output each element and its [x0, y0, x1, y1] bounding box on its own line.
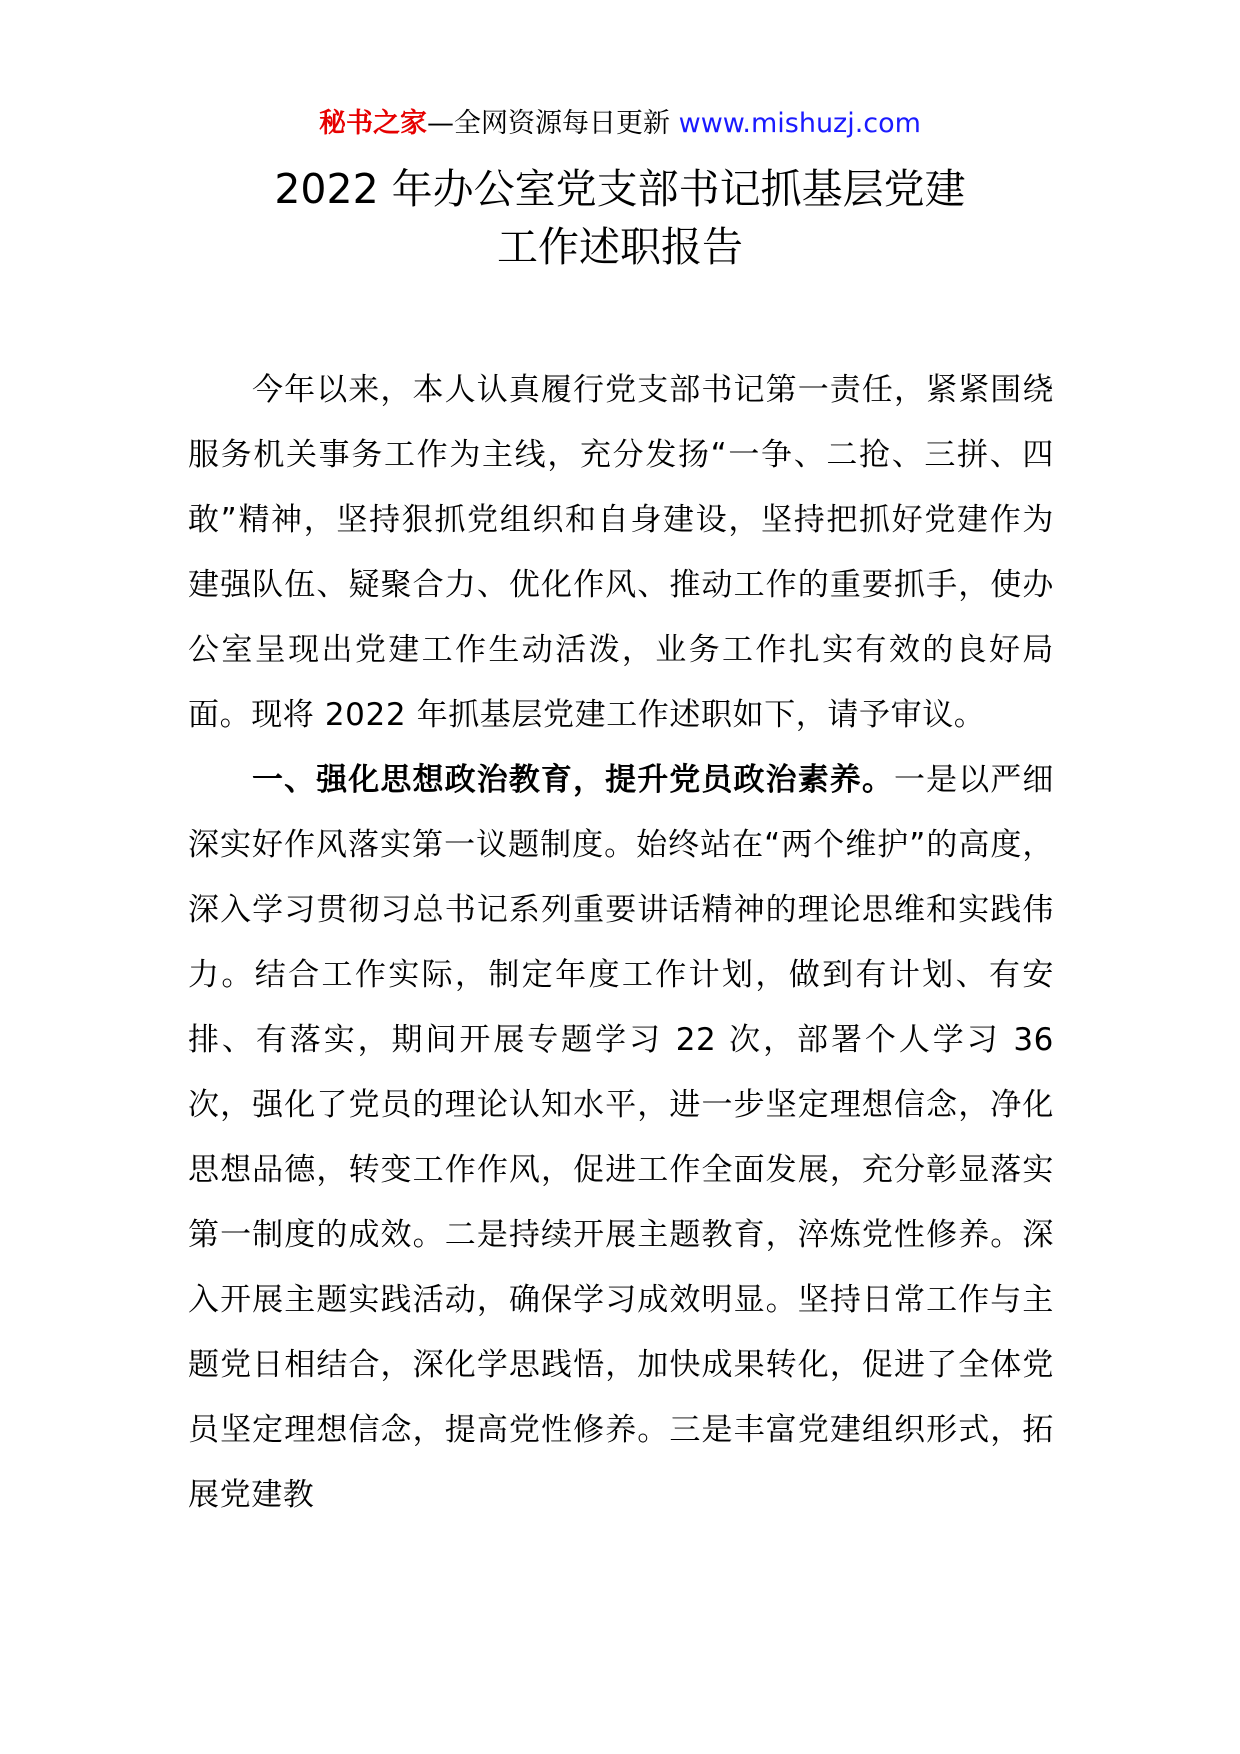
brand-name: 秘书之家 — [319, 108, 428, 139]
document-body — [188, 358, 1054, 1528]
site-url-link[interactable]: www.mishuzj.com — [678, 108, 921, 139]
section-1-body: 一是以严细深实好作风落实第一议题制度。始终站在“两个维护”的高度，深入学习贯彻习总书记系列重要讲话精神的理论思维和实践伟力。结合工作实际，制定年度工作计划，做到有计划、有安排、有落实，期间开展专题学习 22 次，部署个人学习 36 次，强化了党员的理论认知水平，进一步坚定理想信念，净化思想品德，转变工作作风，促进工作全面发展，充分彰显落实第一制度的成效。二是持续开展主题教育，淬炼党性修养。深入开展主题实践活动，确保学习成效明显。坚持日常工作与主题党日相结合，深化学思践悟，加快成果转化，促进了全体党员坚定理想信念，提高党性修养。三是丰富党建组织形式，拓展党建教 — [188, 762, 1054, 1513]
document-title — [0, 160, 1240, 276]
title-line-2: 工作述职报告 — [497, 223, 743, 271]
brand-slogan: —全网资源每日更新 — [427, 108, 671, 139]
section-1-paragraph — [188, 748, 1054, 1528]
site-banner — [0, 104, 1240, 144]
section-1-heading: 一、强化思想政治教育，提升党员政治素养。 — [252, 762, 894, 798]
intro-paragraph: 今年以来，本人认真履行党支部书记第一责任，紧紧围绕服务机关事务工作为主线，充分发扬“一争、二抢、三拼、四敢”精神，坚持狠抓党组织和自身建设，坚持把抓好党建作为建强队伍、疑聚合力、优化作风、推动工作的重要抓手，使办公室呈现出党建工作生动活泼，业务工作扎实有效的良好局面。现将 2022 年抓基层党建工作述职如下，请予审议。 — [188, 372, 1054, 733]
title-line-1: 2022 年办公室党支部书记抓基层党建 — [274, 165, 966, 213]
